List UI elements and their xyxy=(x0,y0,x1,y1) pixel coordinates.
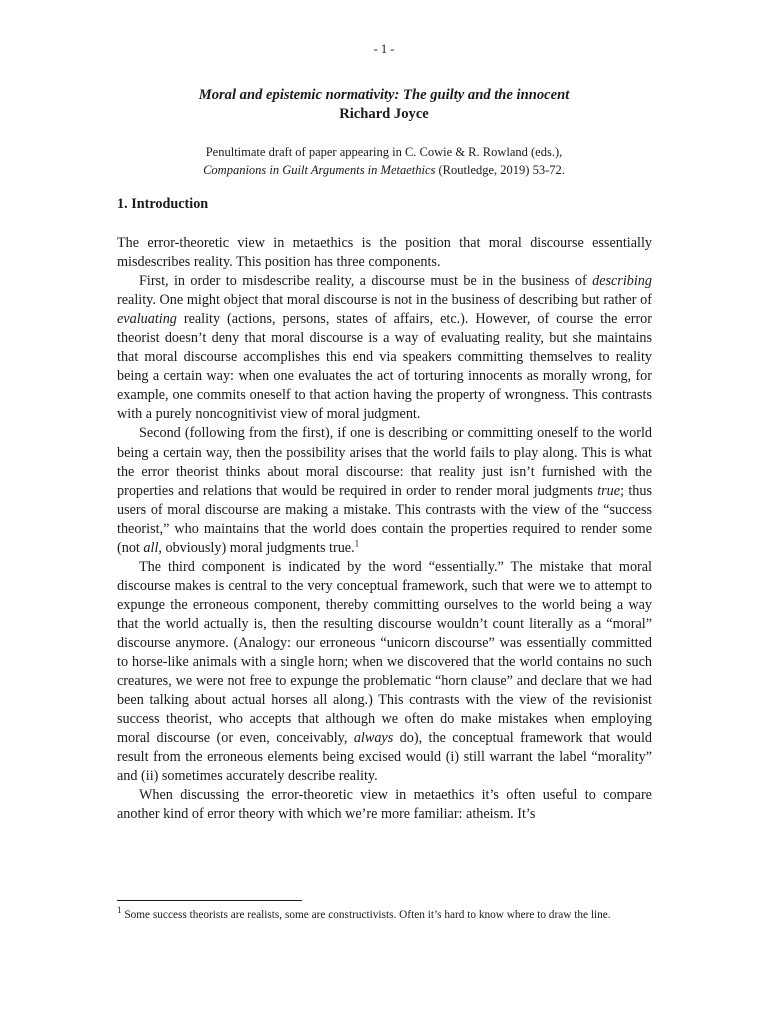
page-number: - 1 - xyxy=(373,42,395,56)
paragraph-5: When discussing the error-theoretic view in metaethics it’s often useful to compare another kind of error theory with which we’re more familiar: atheism. It’s xyxy=(117,787,652,823)
publication-info: (Routledge, 2019) 53-72. xyxy=(435,163,565,177)
footnote-number: 1 xyxy=(117,905,122,916)
paper-author: Richard Joyce xyxy=(339,106,429,122)
emphasis-all: all xyxy=(143,539,159,556)
emphasis-always: always xyxy=(353,730,394,747)
emphasis-true: true xyxy=(597,482,621,499)
body-text xyxy=(117,234,652,824)
paragraph-4: The third component is indicated by the word “essentially.” The mistake that moral discourse makes is central to the very conceptual framework, such that were we to attempt to expunge the erroneous component, thereby committing ourselves to the world being a way that the world actually is, then the resulting discourse wouldn’t count literally as a “moral” discourse anymore. (Analogy: our erroneous “unicorn discourse” was essentially committed to horse-like animals with a single horn; when we discovered that the world contains no such creatures, we were not free to expunge the problematic “horn clause” and declare that we had been talking about actual horses all along.) This contrasts with the view of the revisionist success theorist, who accepts that although we often do make mistakes when employing moral discourse (or even, conceivably, always do), the conceptual framework that would result from the erroneous elements being excised would (i) still warrant the label “morality” and (ii) sometimes accurately describe reality. xyxy=(117,558,652,785)
book-title: Companions in Guilt Arguments in Metaethics xyxy=(203,163,436,177)
paragraph-3: Second (following from the first), if one is describing or committing oneself to the world being a certain way, then the possibility arises that the world fails to play along. This is what the error theorist thinks about moral discourse: that reality just isn’t furnished with the properties and relations that would be required in order to render moral judgments true; thus users of moral discourse are making a mistake. This contrasts with the view of the “success theorist,” who maintains that the world does contain the properties required to render some (not all, obviously) moral judgments true.$^1$ xyxy=(117,425,652,556)
emphasis-describing: describing xyxy=(592,273,652,290)
draft-note xyxy=(0,143,768,179)
title-block xyxy=(0,86,768,124)
footnote-reference[interactable]: 1 xyxy=(354,538,360,549)
footnote-text: Some success theorists are realists, some are constructivists. Often it’s hard to know where to draw the line. xyxy=(121,909,611,921)
paper-title: Moral and epistemic normativity: The guilty and the innocent xyxy=(198,87,570,103)
draft-note-line2 xyxy=(0,161,768,179)
draft-note-line1: Penultimate draft of paper appearing in C. Cowie & R. Rowland (eds.), xyxy=(205,145,563,159)
emphasis-evaluating: evaluating xyxy=(117,311,177,328)
paragraph-1: The error-theoretic view in metaethics is the position that moral discourse essentially misdescribes reality. This position has three components. xyxy=(117,235,652,271)
footnote xyxy=(117,907,652,923)
footnote-divider xyxy=(117,900,302,901)
section-heading: 1. Introduction xyxy=(117,196,209,212)
paragraph-2: First, in order to misdescribe reality, a discourse must be in the business of describing reality. One might object that moral discourse is not in the business of describing but rather of evaluating reality (actions, persons, states of affairs, etc.). However, of course the error theorist doesn’t deny that moral discourse is a way of evaluating reality, but she maintains that moral discourse accomplishes this end via speakers committing themselves to reality being a certain way: when one evaluates the act of torturing innocents as morally wrong, for example, one commits oneself to that action having the property of wrongness. This contrasts with a purely noncognitivist view of moral judgment. xyxy=(117,273,652,423)
